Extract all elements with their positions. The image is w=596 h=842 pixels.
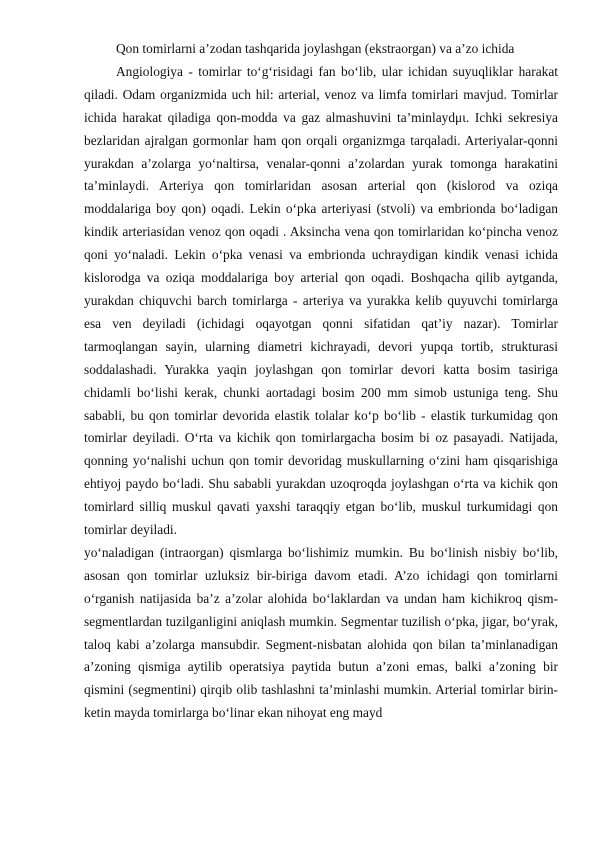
paragraph-2: Angiologiya - tomirlar to‘g‘risidagi fan bo‘lib, ular ichidan suyuqliklar harakat qiladi. Odam organizmida uch hil: arterial, venoz va limfa tomirlari mavjud. Tomirlar ichida harakat qiladiga qon-modda va gaz almashuvini ta’minlaydμι. Ichki sekresiya bezlaridan ajralgan gormonlar ham qon orqali organizmga tarqaladi. Arteriyalar-qonni yurakdan a’zolarga yo‘naltirsa, venalar-qonni a’zolardan yurak tomonga harakatini ta’minlaydi. Arteriya qon tomirlaridan asosan arterial qon (kislorod va oziqa moddalariga boy qon) oqadi. Lekin o‘pka arteriyasi (stvoli) va embrionda bo‘ladigan kindik arteriasidan venoz qon oqadi . Aksincha vena qon tomirlaridan ko‘pincha venoz qoni yo‘naladi. Lekin o‘pka venasi va embrionda uchraydigan kindik venasi ichida kislorodga va oziqa moddalariga boy arterial qon oqadi. Boshqacha qilib aytganda, yurakdan chiquvchi barch tomirlarga - arteriya va yurakka kelib quyuvchi tomirlarga esa ven deyiladi (ichidagi oqayotgan qonni sifatidan qat’iy nazar). Tomirlar tarmoqlangan sayin, ularning diametri kichrayadi, devori yupqa tortib, strukturasi soddalashadi. Yurakka yaqin joylashgan qon tomirlar devori katta bosim tasiriga chidamli bo‘lishi kerak, chunki aortadagi bosim 200 mm simob ustuniga teng. Shu sababli, bu qon tomirlar devorida elastik tolalar ko‘p bo‘lib - elastik turkumidag qon tomirlar deyiladi. O‘rta va kichik qon tomirlargacha bosim bi oz pasayadi. Natijada, qonning yo‘nalishi uchun qon tomir devoridag muskullarning o‘zini ham qisqarishiga ehtiyoj paydo bo‘ladi. Shu sababli yurakdan uzoqroqda joylashgan o‘rta va kichik qon tomirlard silliq muskul qavati yaxshi taraqqiy etgan bo‘lib, muskul turkumidagi qon tomirlar deyiladi. bbox=[84, 63, 558, 538]
document-page bbox=[84, 38, 558, 725]
paragraph-3: yo‘naladigan (intraorgan) qismlarga bo‘lishimiz mumkin. Bu bo‘linish nisbiy bo‘lib, asosan qon tomirlar uzluksiz bir-biriga davom etadi. A’zo ichidagi qon tomirlarni o‘rganish natijasida ba’z a’zolar alohida bo‘laklardan va undan ham kichikroq qism-segmentlardan tuzilganligini aniqlash mumkin. Segmentar tuzilish o‘pka, jigar, bo‘yrak, taloq kabi a’zolarga mansubdir. Segment-nisbatan alohida qon bilan ta’minlanadigan a’zoning qismiga aytilib operatsiya paytida butun a’zoni emas, balki a’zoning bir qismini (segmentini) qirqib olib tashlashni ta’minlashi mumkin. Arterial tomirlar birin-ketin mayda tomirlarga bo‘linar ekan nihoyat eng mayd bbox=[84, 544, 558, 721]
paragraph-1: Qon tomirlarni a’zodan tashqarida joylashgan (ekstraorgan) va a’zo ichida bbox=[116, 41, 515, 56]
